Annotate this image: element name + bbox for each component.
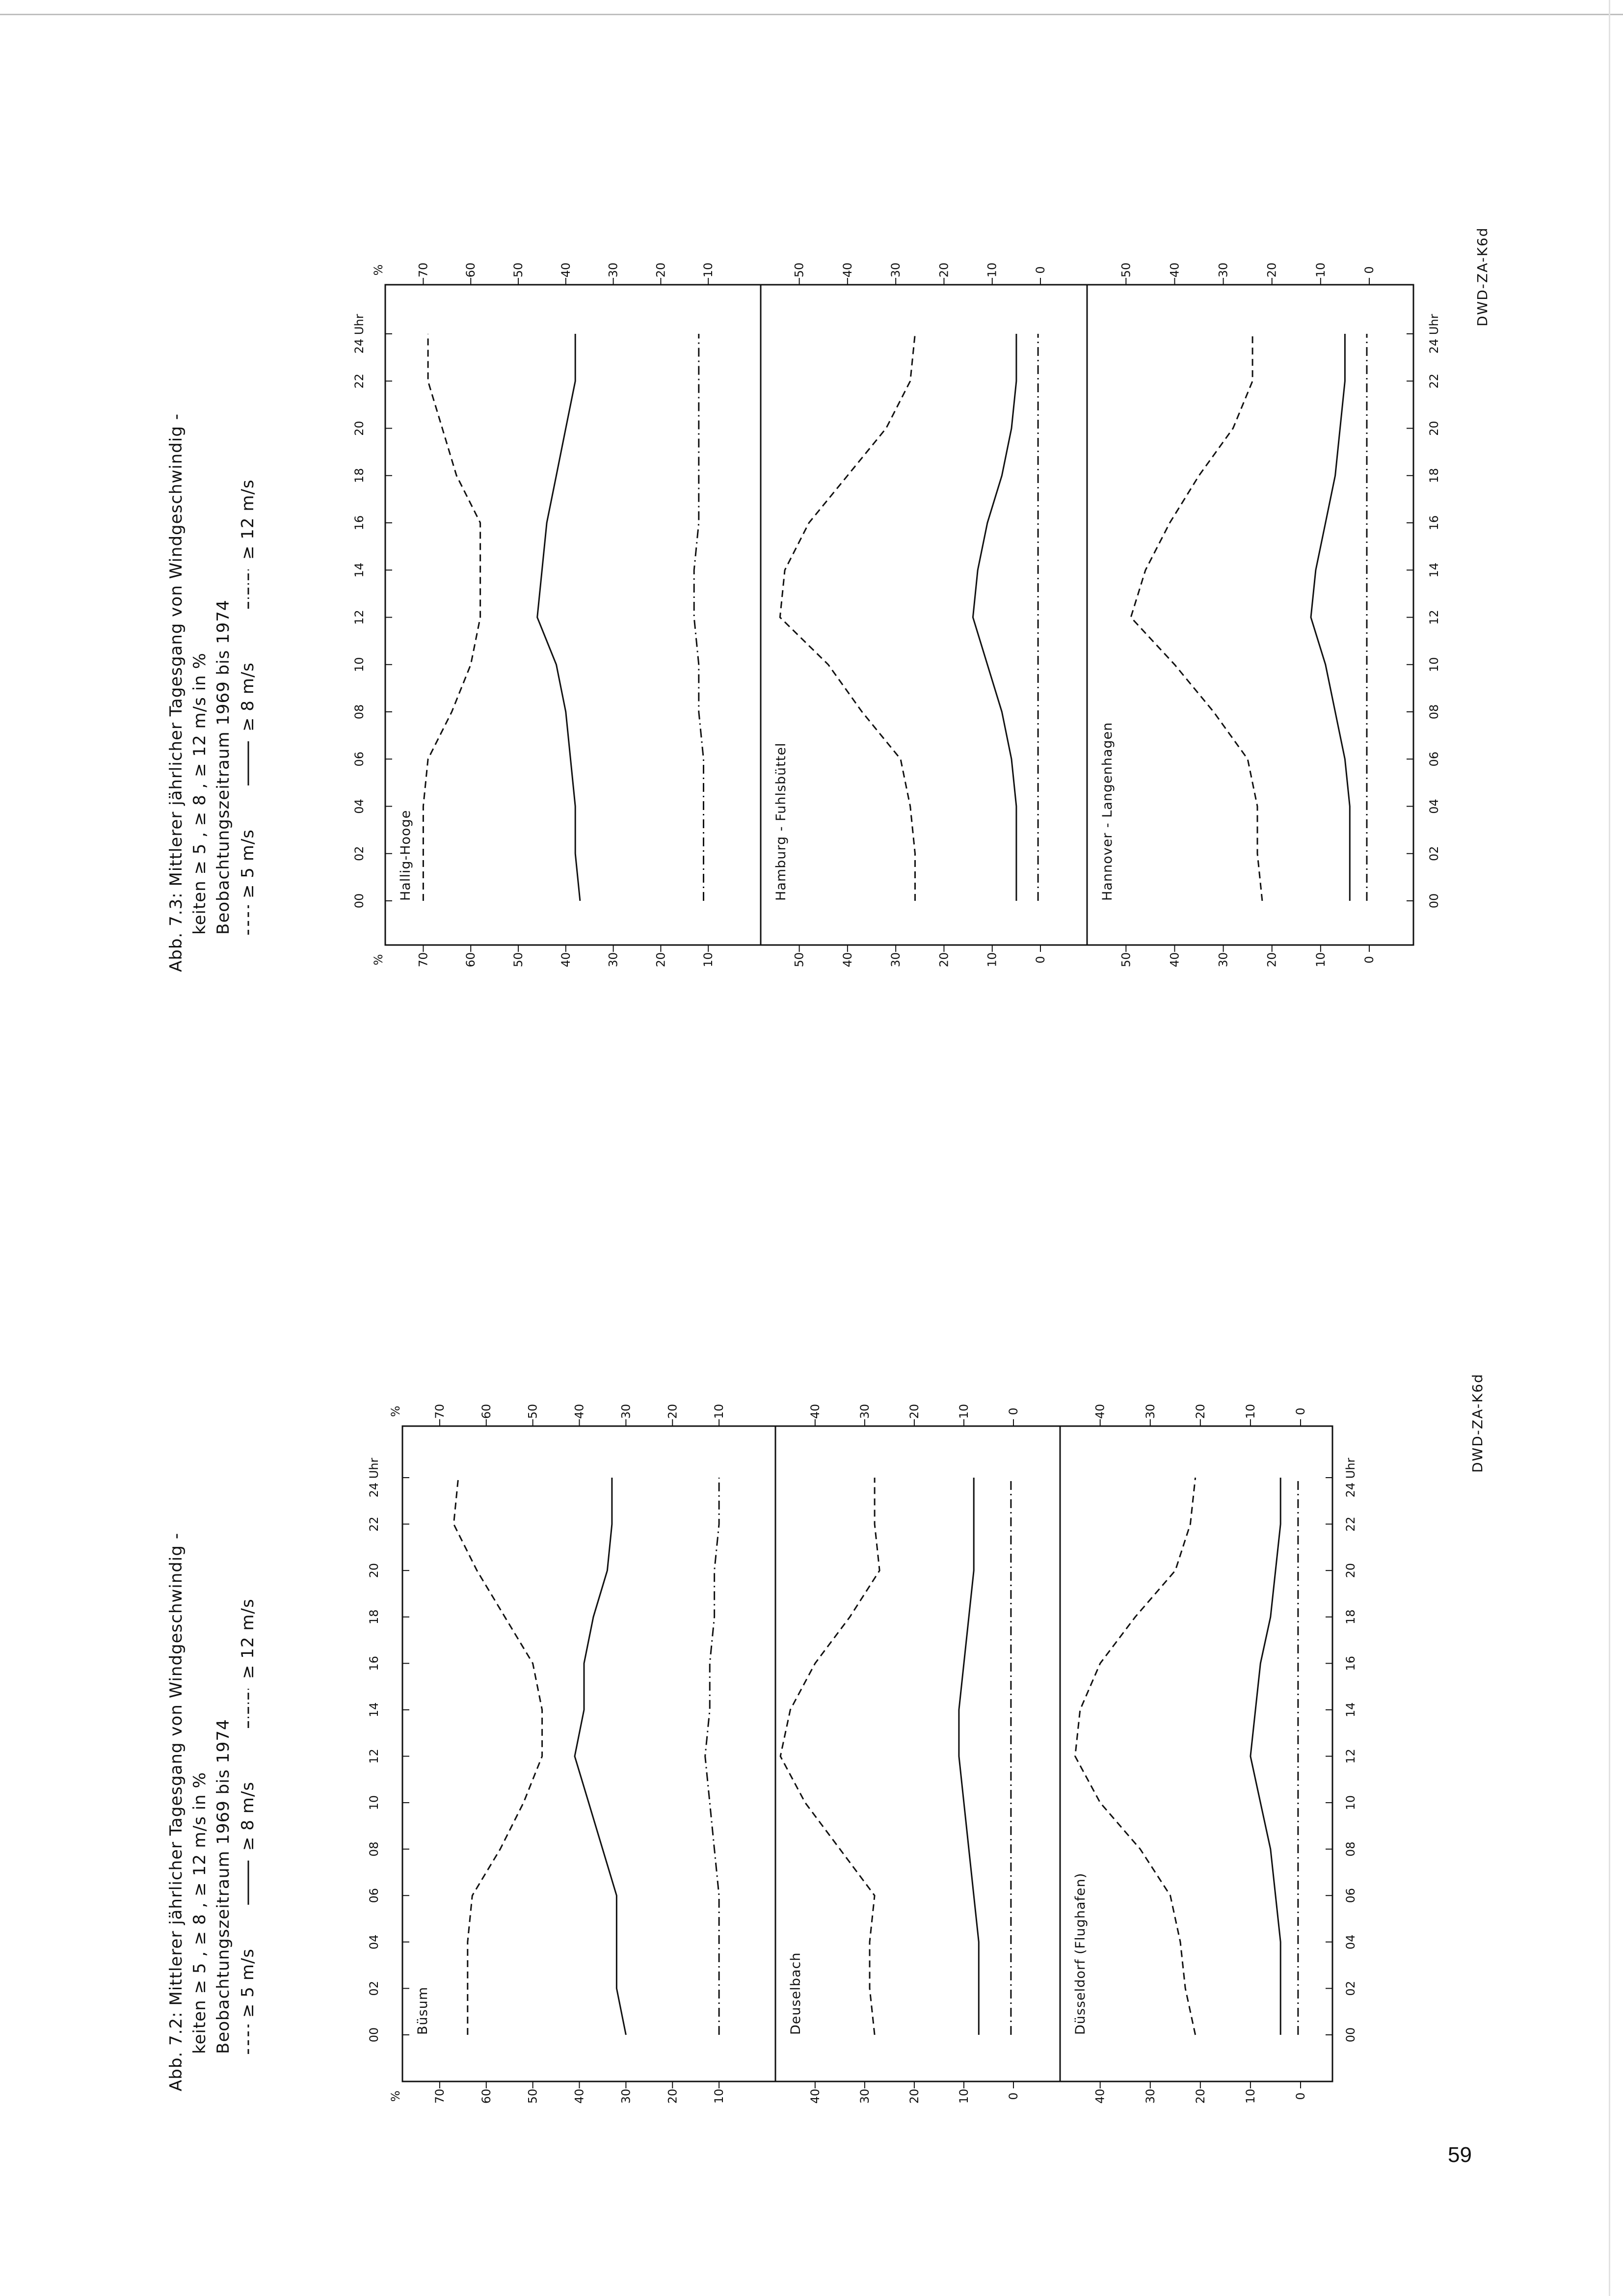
value-tick-label: 10	[712, 1404, 726, 1419]
time-tick-label: 20	[1427, 421, 1441, 436]
value-tick-label: 30	[619, 2088, 633, 2104]
value-tick-label: 70	[432, 1404, 447, 1419]
unit-label: %	[372, 954, 385, 966]
time-tick-label: 04	[1427, 799, 1441, 814]
value-tick-label: 20	[1193, 1404, 1207, 1419]
value-tick-label: 10	[985, 262, 999, 278]
time-tick-label: 02	[1427, 846, 1441, 862]
value-tick-label: 30	[857, 2088, 872, 2104]
value-tick-label: 60	[464, 952, 478, 968]
legend-label-8: ≥ 8 m/s	[238, 662, 258, 731]
value-tick-label: 0	[1007, 1407, 1020, 1415]
figure-7-2-code: DWD-ZA-K6d	[1469, 1373, 1486, 1473]
value-tick-label: 50	[511, 262, 526, 278]
value-tick-label: 20	[907, 2088, 921, 2104]
legend-label-12: ≥ 12 m/s	[238, 1598, 258, 1679]
time-tick-label: 14	[367, 1702, 381, 1718]
station-label: Hallig-Hooge	[398, 810, 413, 901]
value-tick-label: 20	[665, 1404, 680, 1419]
unit-label: %	[389, 2090, 402, 2102]
time-tick-label: 08	[352, 704, 366, 720]
value-tick-label: 20	[1193, 2088, 1207, 2104]
time-tick-label: 02	[1344, 1981, 1357, 1996]
time-tick-label: 22	[1427, 373, 1441, 389]
time-tick-label: 16	[1427, 515, 1441, 531]
value-tick-label: 50	[526, 1404, 540, 1419]
value-tick-label: 40	[1168, 262, 1182, 278]
time-tick-label: 10	[1427, 657, 1441, 673]
value-tick-label: 60	[479, 2088, 493, 2104]
time-tick-label: 00	[367, 2027, 381, 2043]
time-tick-label: 24 Uhr	[1344, 1458, 1357, 1498]
station-label: Hamburg - Fuhlsbüttel	[773, 742, 789, 901]
value-tick-label: 50	[792, 262, 806, 278]
value-tick-label: 0	[1034, 266, 1047, 274]
value-tick-label: 0	[1034, 956, 1047, 964]
time-tick-label: 06	[1427, 751, 1441, 767]
time-tick-label: 12	[1427, 610, 1441, 625]
value-tick-label: 40	[572, 1404, 586, 1419]
legend-label-5: ≥ 5 m/s	[238, 1948, 258, 2018]
value-tick-label: 40	[1093, 1404, 1107, 1419]
time-tick-label: 16	[352, 515, 366, 531]
time-tick-label: 18	[1427, 468, 1441, 484]
time-tick-label: 04	[1344, 1934, 1357, 1950]
value-tick-label: 20	[1265, 262, 1279, 278]
value-tick-label: 30	[606, 952, 620, 968]
value-tick-label: 40	[840, 952, 854, 968]
time-tick-label: 18	[352, 468, 366, 484]
time-tick-label: 04	[352, 799, 366, 814]
value-tick-label: 30	[1216, 952, 1230, 968]
value-tick-label: 30	[1143, 2088, 1157, 2104]
value-tick-label: 0	[1362, 266, 1376, 274]
time-tick-label: 06	[367, 1888, 381, 1903]
time-tick-label: 08	[367, 1841, 381, 1857]
time-tick-label: 08	[1427, 704, 1441, 720]
value-tick-label: 10	[957, 2088, 971, 2104]
time-tick-label: 06	[352, 751, 366, 767]
time-tick-label: 00	[1427, 893, 1441, 909]
time-tick-label: 14	[352, 562, 366, 578]
legend-label-12: ≥ 12 m/s	[238, 479, 258, 560]
value-tick-label: 50	[1119, 262, 1133, 278]
time-tick-label: 24 Uhr	[367, 1458, 381, 1498]
figure-7-3-caption-line-1: Abb. 7.3: Mittlerer jährlicher Tagesgang von Windgeschwindig -	[166, 413, 186, 972]
figure-7-3-caption-line-2: keiten ≥ 5 , ≥ 8 , ≥ 12 m/s in %	[190, 652, 210, 935]
value-tick-label: 0	[1007, 2092, 1020, 2100]
time-tick-label: 04	[367, 1934, 381, 1950]
value-tick-label: 0	[1294, 2092, 1307, 2100]
value-tick-label: 30	[1143, 1404, 1157, 1419]
time-tick-label: 22	[1344, 1516, 1357, 1532]
value-tick-label: 20	[937, 262, 951, 278]
value-tick-label: 10	[1313, 262, 1328, 278]
value-tick-label: 30	[619, 1404, 633, 1419]
value-tick-label: 20	[654, 952, 668, 968]
time-tick-label: 22	[352, 373, 366, 389]
value-tick-label: 10	[1243, 1404, 1257, 1419]
time-tick-label: 00	[1344, 2027, 1357, 2043]
value-tick-label: 20	[654, 262, 668, 278]
time-tick-label: 22	[367, 1516, 381, 1532]
value-tick-label: 40	[559, 262, 573, 278]
value-tick-label: 20	[937, 952, 951, 968]
time-tick-label: 00	[352, 893, 366, 909]
value-tick-label: 40	[1168, 952, 1182, 968]
time-tick-label: 20	[367, 1563, 381, 1578]
time-tick-label: 10	[367, 1795, 381, 1810]
value-tick-label: 30	[889, 262, 903, 278]
station-label: Deuselbach	[788, 1952, 803, 2035]
value-tick-label: 40	[840, 262, 854, 278]
value-tick-label: 10	[701, 262, 716, 278]
time-tick-label: 24 Uhr	[352, 314, 366, 354]
legend-label-5: ≥ 5 m/s	[238, 829, 258, 898]
value-tick-label: 0	[1294, 1407, 1307, 1415]
time-tick-label: 16	[367, 1656, 381, 1671]
time-tick-label: 02	[352, 846, 366, 862]
value-tick-label: 30	[606, 262, 620, 278]
value-tick-label: 30	[857, 1404, 872, 1419]
value-tick-label: 50	[526, 2088, 540, 2104]
time-tick-label: 08	[1344, 1841, 1357, 1857]
time-tick-label: 12	[367, 1749, 381, 1764]
time-tick-label: 20	[352, 421, 366, 436]
time-tick-label: 14	[1344, 1702, 1357, 1718]
value-tick-label: 60	[464, 262, 478, 278]
time-tick-label: 14	[1427, 562, 1441, 578]
figure-7-2-caption-line-1: Abb. 7.2: Mittlerer jährlicher Tagesgang von Windgeschwindig -	[166, 1533, 186, 2091]
value-tick-label: 60	[479, 1404, 493, 1419]
time-tick-label: 20	[1344, 1563, 1357, 1578]
value-tick-label: 10	[1243, 2088, 1257, 2104]
legend-label-8: ≥ 8 m/s	[238, 1781, 258, 1851]
value-tick-label: 0	[1362, 956, 1376, 964]
value-tick-label: 10	[712, 2088, 726, 2104]
value-tick-label: 10	[957, 1404, 971, 1419]
value-tick-label: 10	[701, 952, 716, 968]
time-tick-label: 02	[367, 1981, 381, 1996]
value-tick-label: 70	[432, 2088, 447, 2104]
value-tick-label: 20	[907, 1404, 921, 1419]
value-tick-label: 70	[416, 262, 430, 278]
station-label: Büsum	[415, 1986, 430, 2035]
time-tick-label: 24 Uhr	[1427, 314, 1441, 354]
value-tick-label: 10	[985, 952, 999, 968]
value-tick-label: 40	[572, 2088, 586, 2104]
value-tick-label: 40	[559, 952, 573, 968]
time-tick-label: 18	[1344, 1609, 1357, 1625]
time-tick-label: 06	[1344, 1888, 1357, 1903]
figure-7-2-caption-line-2: keiten ≥ 5 , ≥ 8 , ≥ 12 m/s in %	[190, 1772, 210, 2054]
unit-label: %	[372, 264, 385, 276]
value-tick-label: 20	[1265, 952, 1279, 968]
time-tick-label: 12	[352, 610, 366, 625]
value-tick-label: 30	[1216, 262, 1230, 278]
value-tick-label: 10	[1313, 952, 1328, 968]
value-tick-label: 40	[1093, 2088, 1107, 2104]
value-tick-label: 50	[511, 952, 526, 968]
time-tick-label: 12	[1344, 1749, 1357, 1764]
value-tick-label: 50	[792, 952, 806, 968]
figure-7-2-caption-line-3: Beobachtungszeitraum 1969 bis 1974	[213, 1719, 233, 2054]
value-tick-label: 40	[808, 1404, 822, 1419]
value-tick-label: 20	[665, 2088, 680, 2104]
value-tick-label: 40	[808, 2088, 822, 2104]
time-tick-label: 10	[352, 657, 366, 673]
unit-label: %	[389, 1405, 402, 1417]
station-label: Düsseldorf (Flughafen)	[1073, 1872, 1088, 2035]
station-label: Hannover - Langenhagen	[1100, 722, 1115, 901]
value-tick-label: 30	[889, 952, 903, 968]
time-tick-label: 16	[1344, 1656, 1357, 1671]
page-number: 59	[1448, 2143, 1472, 2167]
time-tick-label: 18	[367, 1609, 381, 1625]
time-tick-label: 10	[1344, 1795, 1357, 1810]
value-tick-label: 70	[416, 952, 430, 968]
figure-7-3-caption-line-3: Beobachtungszeitraum 1969 bis 1974	[213, 599, 233, 935]
value-tick-label: 50	[1119, 952, 1133, 968]
figure-7-3-code: DWD-ZA-K6d	[1474, 227, 1490, 326]
